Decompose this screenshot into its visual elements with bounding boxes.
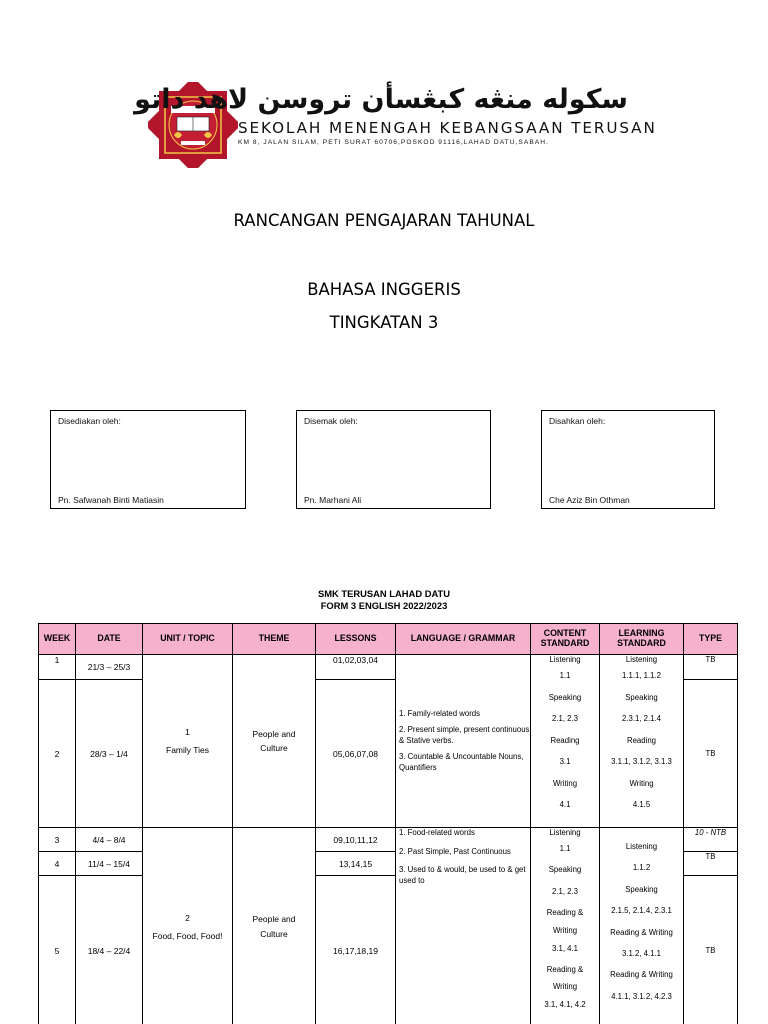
type-cell: TB bbox=[684, 680, 738, 828]
date-cell: 21/3 – 25/3 bbox=[76, 655, 143, 680]
content-line: 3.1, 4.1, 4.2 bbox=[544, 1000, 586, 1010]
learning-line: Reading & Writing bbox=[610, 927, 673, 937]
lessons-cell: 16,17,18,19 bbox=[316, 876, 396, 1024]
theme-cell: People and Culture bbox=[233, 828, 316, 1024]
checked-by-box bbox=[296, 410, 491, 509]
grammar-item: 2. Present simple, present continuous & Stative verbs. bbox=[399, 725, 530, 745]
grammar-item: 3. Used to & would, be used to & get used to bbox=[399, 865, 526, 885]
col-grammar: LANGUAGE / GRAMMAR bbox=[396, 624, 531, 655]
learning-line: 2.3.1, 2.1.4 bbox=[621, 714, 661, 723]
content-standard-cell bbox=[531, 655, 600, 828]
content-line: Writing bbox=[552, 925, 578, 935]
approved-by-label: Disahkan oleh: bbox=[549, 416, 606, 426]
learning-line: Writing bbox=[629, 778, 654, 788]
learning-line: 4.1.1, 3.1.2, 4.2.3 bbox=[611, 991, 672, 1001]
prepared-by-label: Disediakan oleh: bbox=[58, 416, 121, 426]
content-line: Reading bbox=[550, 735, 580, 745]
content-line: Reading & bbox=[546, 908, 584, 918]
unit-topic: Food, Food, Food! bbox=[152, 930, 223, 941]
checked-by-name: Pn. Marhani Ali bbox=[304, 495, 362, 505]
learning-standard-cell bbox=[600, 828, 684, 1024]
lessons-cell: 13,14,15 bbox=[316, 852, 396, 876]
learning-line: 1.1.1, 1.1.2 bbox=[621, 671, 661, 680]
learning-line: 3.1.2, 4.1.1 bbox=[621, 949, 661, 959]
content-line: 2.1, 2.3 bbox=[551, 714, 578, 723]
content-line: Writing bbox=[552, 982, 578, 992]
lessons-cell: 09,10,11,12 bbox=[316, 828, 396, 852]
grammar-cell bbox=[396, 828, 531, 1024]
grammar-item: 1. Food-related words bbox=[399, 828, 475, 837]
learning-standard-cell bbox=[600, 655, 684, 828]
col-date: DATE bbox=[76, 624, 143, 655]
theme-cell: People and Culture bbox=[233, 655, 316, 828]
content-line: Listening bbox=[549, 655, 581, 664]
table-title-form: FORM 3 ENGLISH 2022/2023 bbox=[320, 600, 448, 611]
col-week: WEEK bbox=[39, 624, 76, 655]
unit-cell bbox=[143, 828, 233, 1024]
content-line: 1.1 bbox=[559, 844, 571, 853]
col-learning: LEARNING STANDARD bbox=[600, 624, 684, 655]
school-address: KM 8, JALAN SILAM, PETI SURAT 60706,POSKOD 91116,LAHAD DATU,SABAH. bbox=[238, 139, 549, 146]
col-type: TYPE bbox=[684, 624, 738, 655]
date-cell: 28/3 – 1/4 bbox=[76, 680, 143, 828]
yearly-plan-table bbox=[38, 623, 738, 1024]
learning-line: 3.1.1, 3.1.2, 3.1.3 bbox=[611, 757, 672, 766]
grammar-item: 2. Past Simple, Past Continuous bbox=[399, 846, 511, 856]
learning-line: Speaking bbox=[625, 692, 658, 702]
content-standard-cell bbox=[531, 828, 600, 1024]
learning-line: 4.1.5 bbox=[632, 800, 651, 809]
content-line: 1.1 bbox=[559, 671, 571, 680]
lessons-cell: 05,06,07,08 bbox=[316, 680, 396, 828]
learning-line: Speaking bbox=[625, 884, 658, 894]
week-cell: 2 bbox=[39, 680, 76, 828]
table-title-school: SMK TERUSAN LAHAD DATU bbox=[317, 588, 451, 599]
learning-line: 1.1.2 bbox=[632, 863, 651, 873]
subject-title: BAHASA INGGERIS bbox=[307, 280, 461, 299]
col-lessons: LESSONS bbox=[316, 624, 396, 655]
school-name: SEKOLAH MENENGAH KEBANGSAAN TERUSAN bbox=[238, 119, 657, 137]
date-cell: 11/4 – 15/4 bbox=[76, 852, 143, 876]
document-title: RANCANGAN PENGAJARAN TAHUNAL bbox=[233, 211, 535, 230]
content-line: Listening bbox=[549, 828, 581, 837]
week-cell: 5 bbox=[39, 876, 76, 1024]
unit-cell bbox=[143, 655, 233, 828]
content-line: Speaking bbox=[548, 692, 582, 702]
type-cell: 10 - NTB bbox=[684, 828, 738, 852]
date-cell: 4/4 – 8/4 bbox=[76, 828, 143, 852]
learning-line: Listening bbox=[625, 655, 658, 664]
checked-by-label: Disemak oleh: bbox=[304, 416, 358, 426]
learning-line: Reading & Writing bbox=[610, 970, 673, 980]
unit-topic: Family Ties bbox=[166, 745, 209, 755]
grammar-item: 1. Family-related words bbox=[399, 708, 481, 718]
content-line: Speaking bbox=[548, 865, 582, 875]
content-line: 4.1 bbox=[559, 800, 571, 809]
col-unit: UNIT / TOPIC bbox=[143, 624, 233, 655]
type-cell: TB bbox=[684, 852, 738, 876]
learning-line: Reading bbox=[626, 735, 657, 745]
col-theme: THEME bbox=[233, 624, 316, 655]
prepared-by-box bbox=[50, 410, 246, 509]
unit-number: 2 bbox=[185, 912, 190, 923]
unit-number: 1 bbox=[185, 727, 190, 737]
approved-by-box bbox=[541, 410, 715, 509]
week-cell: 3 bbox=[39, 828, 76, 852]
content-line: Writing bbox=[552, 778, 578, 788]
week-cell: 4 bbox=[39, 852, 76, 876]
learning-line: Listening bbox=[625, 842, 658, 851]
lessons-cell: 01,02,03,04 bbox=[316, 655, 396, 680]
content-line: 2.1, 2.3 bbox=[551, 886, 578, 896]
week-cell: 1 bbox=[39, 655, 76, 680]
col-content: CONTENT STANDARD bbox=[531, 624, 600, 655]
content-line: 3.1, 4.1 bbox=[551, 943, 578, 953]
learning-line: 2.1.5, 2.1.4, 2.3.1 bbox=[611, 906, 672, 916]
grammar-cell bbox=[396, 655, 531, 828]
content-line: Reading & bbox=[546, 965, 584, 975]
type-cell: TB bbox=[684, 655, 738, 680]
school-name-jawi: سكوله منڠه كبڠسأن تروسن لاهد داتو bbox=[134, 84, 628, 115]
content-line: 3.1 bbox=[559, 757, 571, 766]
table-row bbox=[39, 828, 738, 852]
approved-by-name: Che Aziz Bin Othman bbox=[549, 495, 630, 505]
prepared-by-name: Pn. Safwanah Binti Matiasin bbox=[58, 495, 164, 505]
table-header-row bbox=[39, 624, 738, 655]
level-title: TINGKATAN 3 bbox=[329, 313, 439, 332]
grammar-item: 3. Countable & Uncountable Nouns, Quantifiers bbox=[399, 752, 524, 772]
school-header bbox=[134, 82, 657, 168]
date-cell: 18/4 – 22/4 bbox=[76, 876, 143, 1024]
type-cell: TB bbox=[684, 876, 738, 1024]
table-row bbox=[39, 655, 738, 680]
